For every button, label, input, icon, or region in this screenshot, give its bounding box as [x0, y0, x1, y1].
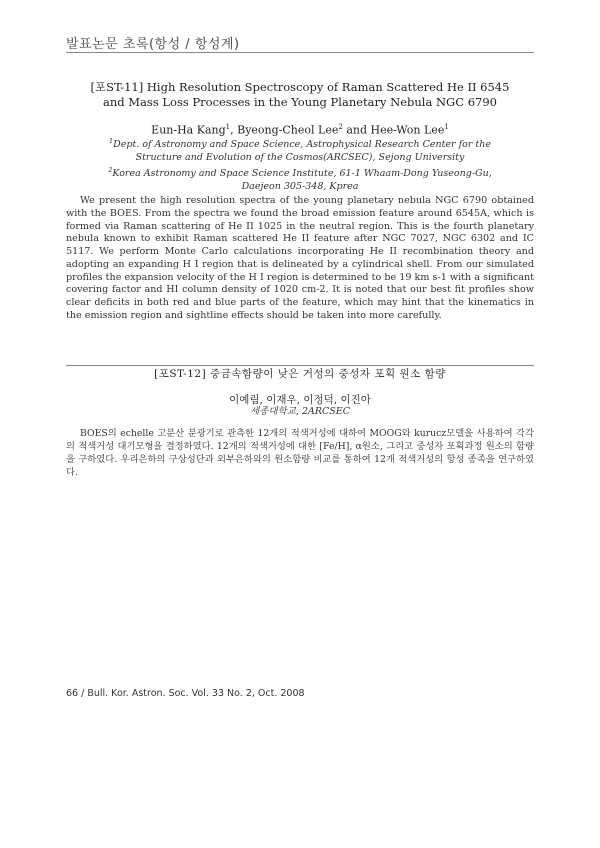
author-affil-mark: 2	[338, 123, 343, 131]
affiliation-text: Dept. of Astronomy and Space Science, Astrophysical Research Center for the	[113, 139, 491, 151]
section-rule	[66, 365, 534, 366]
author-separator: ,	[230, 123, 238, 137]
abstract-2-body: BOES의 echelle 고분산 분광기로 관측한 12개의 적색거성에 대하여 MOOG와 kurucz모델을 사용하여 각각의 적색거성 대기모형을 결정하였다. 12개의 적색거성에 대한 [Fe/H], α원소, 그리고 중성자 포획과정 원소의 함량을 구하였다. 우리은하의 구상성단과 외부은하와의 원소함량 비교를 통하여 12개 적색거성의 항성 종족을 연구하였다.	[66, 428, 534, 478]
abstract-1-title-line-2: and Mass Loss Processes in the Young Planetary Nebula NGC 6790	[103, 95, 497, 109]
abstract-1-title	[66, 80, 534, 110]
author-affil-mark: 1	[225, 123, 231, 131]
abstract-2-title: [포ST-12] 중금속함량이 낮은 거성의 중성자 포획 원소 함량	[154, 368, 446, 380]
page-footer: 66 / Bull. Kor. Astron. Soc. Vol. 33 No. 2, Oct. 2008	[66, 688, 305, 699]
abstract-2-authors: 이예림, 이재우, 이정덕, 이진아	[229, 394, 371, 406]
author-name: Eun-Ha Kang	[151, 123, 226, 137]
header-rule	[66, 52, 534, 53]
affiliation-mark: 1	[109, 137, 114, 145]
affiliation-mark: 2	[108, 165, 113, 174]
affiliation-2-line-1	[66, 164, 534, 181]
author-separator: and	[342, 123, 371, 137]
running-head: 발표논문 초록(항성 / 항성계)	[66, 37, 240, 52]
author-name: Byeong-Cheol Lee	[237, 123, 339, 137]
affiliation-1-line-2: Structure and Evolution of the Cosmos(ARCSEC), Sejong University	[135, 151, 465, 163]
author-name: Hee-Won Lee	[370, 123, 445, 137]
author-affil-mark: 1	[444, 123, 449, 131]
affiliation-2-line-2: Daejeon 305-348, Kprea	[241, 180, 359, 192]
abstract-1-body: We present the high resolution spectra of the young planetary nebula NGC 6790 obtained with the BOES. From the spectra we found the broad emission feature around 6545A, which is formed via Raman scattering of He II 1025 in the neutral region. This is the fourth planetary nebula known to exhibit Raman scattered He II feature after NGC 7027, NGC 6302 and IC 5117. We perform Monte Carlo calculations incorporating He II recombination theory and adopting an expanding H I region that is delineated by a cylindrical shell. From our simulated profiles the expansion velocity of the H I region is determined to be 19 km s-1 with a significant covering factor and HI column density of 1020 cm-2. It is noted that our best fit profiles show clear deficits in both red and blue parts of the feature, which may hint that the kinematics in the emission region and sightline effects should be taken into more carefully.	[66, 195, 534, 321]
abstract-1-affiliations	[66, 135, 534, 193]
abstract-2-affiliation: 세종대학교, 2ARCSEC	[250, 406, 350, 417]
affiliation-1-line-1	[66, 135, 534, 152]
affiliation-text: Korea Astronomy and Space Science Institute, 61-1 Whaam-Dong Yuseong-Gu,	[112, 168, 492, 180]
abstract-1-title-line-1: [포ST-11] High Resolution Spectroscopy of Raman Scattered He II 6545	[90, 80, 510, 94]
